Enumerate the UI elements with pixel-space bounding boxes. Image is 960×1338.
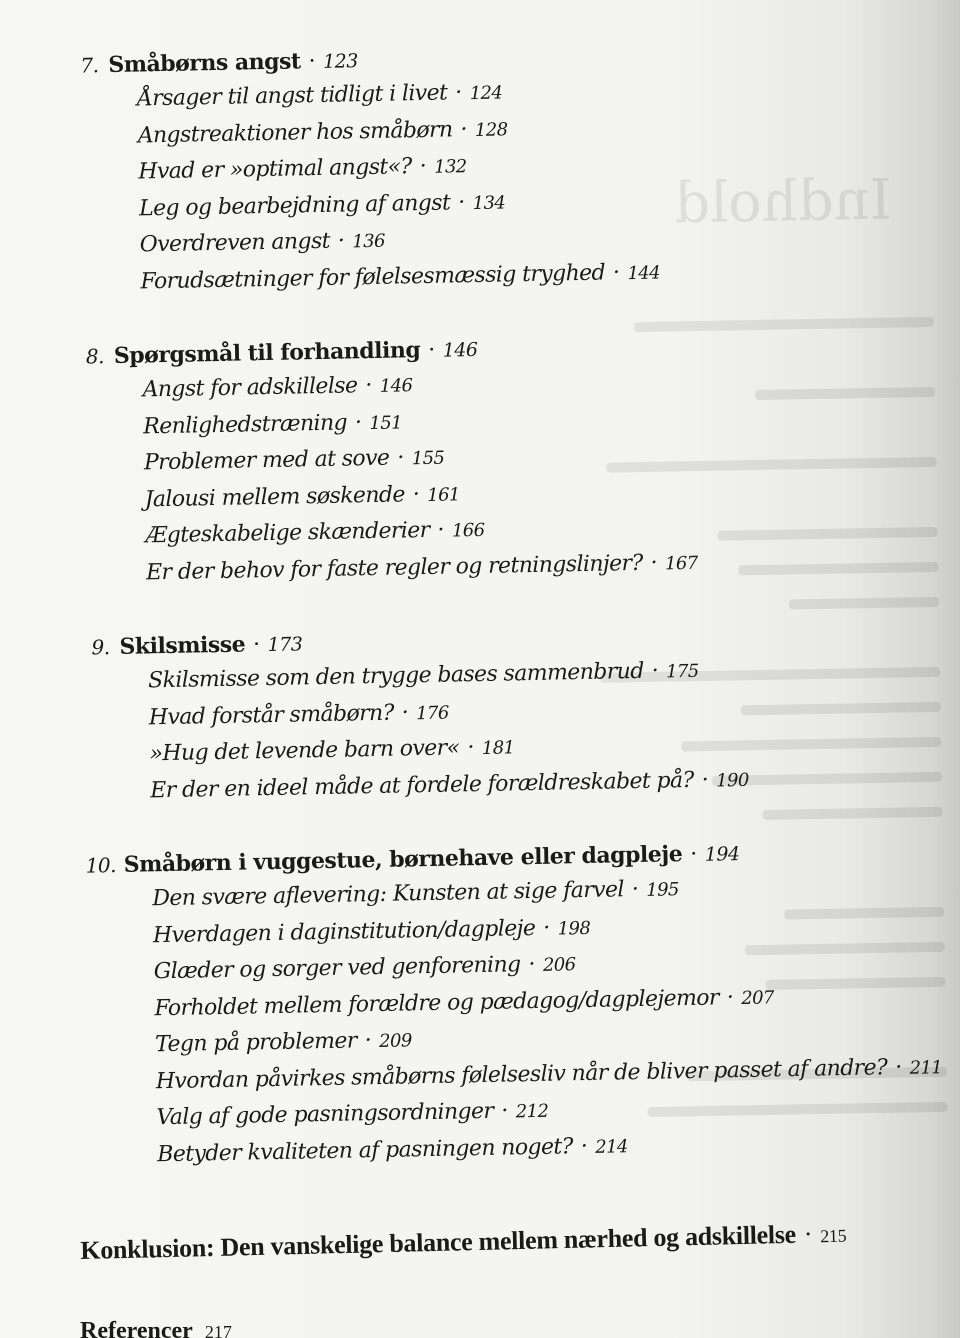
section-entry: Ægteskabelige skænderier · 166 <box>145 517 485 549</box>
section-title: Hvad forstår småbørn? <box>148 700 395 730</box>
table-of-contents <box>80 32 950 1212</box>
section-entry: »Hug det levende barn over« · 181 <box>149 735 515 767</box>
page-number: 136 <box>352 230 386 253</box>
section-title: Er der en ideel måde at fordele forældreskabet på? <box>150 767 694 803</box>
section-entry: Angstreaktioner hos småbørn · 128 <box>137 116 508 148</box>
chapter-7 <box>80 32 933 301</box>
separator-dot: · <box>427 337 435 363</box>
section-title: Betyder kvaliteten af pasningen noget? <box>157 1133 574 1167</box>
section-entry: Hverdagen i daginstitution/dagpleje · 198 <box>152 915 591 948</box>
page-number: 144 <box>627 261 661 284</box>
section-entry: Glæder og sorger ved genforening · 206 <box>153 951 576 985</box>
section-entry: Den svære aflevering: Kunsten at sige farvel · 195 <box>152 876 679 912</box>
separator-dot: · <box>252 632 260 658</box>
page-number: 167 <box>664 552 698 574</box>
section-entry: Hvordan påvirkes småbørns følelsesliv når de bliver passet af andre? · 211 <box>155 1054 943 1094</box>
page-number: 206 <box>542 954 576 976</box>
page-number: 155 <box>411 447 445 470</box>
chapter-title: Spørgsmål til forhandling <box>113 337 421 369</box>
bleed-through-text: Indhold <box>571 167 948 1173</box>
page-number: 195 <box>646 879 679 901</box>
section-title: Angst for adskillelse <box>142 373 358 403</box>
section-title: Jalousi mellem søskende <box>144 481 406 512</box>
references-entry <box>80 1318 232 1338</box>
chapter-8 <box>85 323 939 592</box>
chapter-number: 7. <box>80 53 99 78</box>
section-entry: Årsager til angst tidligt i livet · 124 <box>136 80 503 112</box>
section-entry: Overdreven angst · 136 <box>139 228 386 258</box>
section-entry: Betyder kvaliteten af pasningen noget? · 214 <box>157 1133 628 1167</box>
section-title: Tegn på problemer <box>154 1028 357 1058</box>
section-title: Angstreaktioner hos småbørn <box>137 116 453 148</box>
page-number: 181 <box>481 737 515 759</box>
conclusion-title: Konklusion: Den vanskelige balance mellem nærhed og adskillelse <box>80 1219 797 1265</box>
section-entry: Forholdet mellem forældre og pædagog/dagplejemor · 207 <box>154 984 774 1021</box>
separator-dot: · <box>308 49 316 75</box>
section-title: Forudsætninger for følelsesmæssig tryghed <box>140 260 606 294</box>
section-entry: Jalousi mellem søskende · 161 <box>144 481 460 512</box>
section-title: Overdreven angst <box>139 228 331 258</box>
section-title: Forholdet mellem forældre og pædagog/dagplejemor <box>154 984 720 1021</box>
page-number: 212 <box>515 1100 549 1123</box>
chapter-10 <box>85 832 949 1174</box>
section-title: Hvordan påvirkes småbørns følelsesliv når de bliver passet af andre? <box>155 1054 888 1094</box>
section-title: Problemer med at sove <box>143 445 390 476</box>
page-number: 128 <box>474 118 508 141</box>
section-title: Valg af gode pasningsordninger <box>156 1098 494 1131</box>
section-title: Renlighedstræning <box>143 409 348 439</box>
page-number: 194 <box>704 843 740 866</box>
section-title: Leg og bearbejdning af angst <box>138 189 451 221</box>
page-number: 175 <box>665 660 699 683</box>
section-title: Ægteskabelige skænderier <box>145 517 430 549</box>
chapter-title: Skilsmisse <box>119 631 246 660</box>
chapter-title: Småbørn i vuggestue, børnehave eller dagpleje <box>123 841 683 878</box>
page-number: 124 <box>469 82 503 105</box>
section-title: Glæder og sorger ved genforening <box>153 952 521 985</box>
section-title: »Hug det levende barn over« <box>149 735 460 767</box>
page-number: 123 <box>322 50 359 73</box>
section-entry: Valg af gode pasningsordninger · 212 <box>156 1098 549 1131</box>
page-number: 134 <box>472 191 506 214</box>
page-number: 209 <box>378 1030 412 1052</box>
page-number: 176 <box>415 702 449 724</box>
section-entry: Tegn på problemer · 209 <box>154 1028 412 1058</box>
page-number: 215 <box>819 1225 847 1247</box>
page-number: 146 <box>442 338 478 362</box>
section-entry: Angst for adskillelse · 146 <box>142 373 413 403</box>
section-entry: Er der en ideel måde at fordele forældreskabet på? · 190 <box>150 767 749 803</box>
references-title: Referencer <box>80 1318 193 1338</box>
chapter-number: 10. <box>85 852 117 878</box>
page-number: 132 <box>433 156 467 178</box>
section-title: Den svære aflevering: Kunsten at sige farvel <box>152 877 625 912</box>
section-title: Skilsmisse som den trygge bases sammenbrud <box>147 658 644 694</box>
separator-dot: · <box>803 1219 813 1249</box>
section-entry: Leg og bearbejdning af angst · 134 <box>138 189 506 221</box>
section-title: Hverdagen i daginstitution/dagpleje <box>152 915 536 948</box>
chapter-number: 8. <box>85 344 105 369</box>
section-title: Hvad er »optimal angst«? <box>138 154 412 185</box>
section-title: Er der behov for faste regler og retningslinjer? <box>145 550 643 585</box>
separator-dot: · <box>690 841 697 867</box>
page-number: 198 <box>557 917 591 940</box>
section-entry: Hvad forstår småbørn? · 176 <box>148 699 449 730</box>
page-number: 161 <box>427 483 460 506</box>
conclusion-entry <box>80 1219 847 1266</box>
page-number: 146 <box>379 375 413 397</box>
page-number: 217 <box>204 1322 232 1338</box>
section-entry: Skilsmisse som den trygge bases sammenbrud · 175 <box>147 658 699 694</box>
chapter-title: Småbørns angst <box>108 48 301 78</box>
page-number: 214 <box>595 1135 628 1158</box>
section-entry: Hvad er »optimal angst«? · 132 <box>138 153 467 185</box>
section-entry: Er der behov for faste regler og retningslinjer? · 167 <box>145 550 698 585</box>
page-number: 151 <box>369 411 403 434</box>
page-number: 207 <box>741 986 774 1009</box>
page-number: 173 <box>267 633 303 657</box>
page-number: 166 <box>451 519 485 542</box>
section-entry: Problemer med at sove · 155 <box>143 445 445 476</box>
chapter-number: 9. <box>91 635 110 660</box>
page-number: 190 <box>715 769 749 791</box>
chapter-9 <box>91 614 942 810</box>
page-number: 211 <box>909 1056 943 1079</box>
section-entry: Forudsætninger for følelsesmæssig tryghed · 144 <box>140 259 661 294</box>
section-entry: Renlighedstræning · 151 <box>143 409 403 439</box>
section-title: Årsager til angst tidligt i livet <box>136 80 448 112</box>
